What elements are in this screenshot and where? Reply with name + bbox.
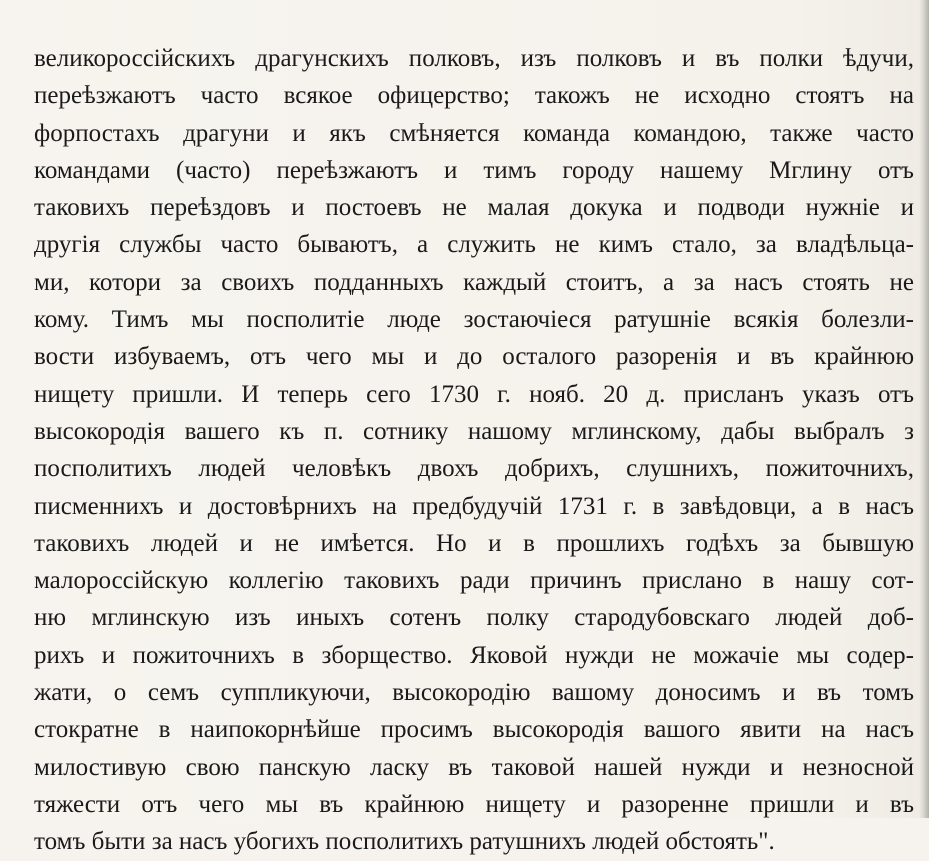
text-line-8: кому. Тимъ мы посполитіе люде зостаючіеся ратушніе всякія болезли- bbox=[34, 306, 914, 334]
text-line-17: рихъ и пожиточнихъ в зборщество. Яковой нужди не можачіе мы содер- bbox=[34, 641, 914, 669]
text-line-4: командами (часто) переѣзжаютъ и тимъ городу нашему Мглину отъ bbox=[34, 156, 914, 184]
text-line-1: великороссійскихъ драгунскихъ полковъ, изъ полковъ и въ полки ѣдучи, bbox=[34, 45, 914, 72]
text-line-13: писменнихъ и достовѣрнихъ на предбудучій 1731 г. в завѣдовци, а в насъ bbox=[34, 492, 914, 520]
text-line-5: таковихъ переѣздовъ и постоевъ не малая докука и подводи нужніе и bbox=[34, 194, 914, 222]
text-line-10: нищету пришли. И теперь сего 1730 г. нояб. 20 д. присланъ указъ отъ bbox=[34, 380, 914, 408]
text-line-15: малороссійскую коллегію таковихъ ради причинъ прислано в нашу сот- bbox=[34, 567, 914, 595]
text-line-11: высокородія вашего къ п. сотнику нашому мглинскому, дабы выбралъ з bbox=[34, 417, 914, 445]
text-line-18: жати, о семъ суппликуючи, высокородію вашому доносимъ и въ томъ bbox=[34, 679, 914, 707]
text-line-12: посполитихъ людей человѣкъ двохъ добрихъ, слушнихъ, пожиточнихъ, bbox=[34, 455, 914, 483]
text-line-6: другія службы часто бываютъ, а служить не кимъ стало, за владѣльца- bbox=[34, 231, 914, 259]
text-line-21: тяжести отъ чего мы въ крайнюю нищету и разоренне пришли и въ bbox=[34, 790, 914, 818]
document-text bbox=[34, 40, 914, 861]
text-line-19: стократне в наипокорнѣйше просимъ высокородія вашого явити на насъ bbox=[34, 716, 914, 744]
text-line-16: ню мглинскую изъ иныхъ сотенъ полку стародубовскаго людей доб- bbox=[34, 604, 914, 632]
text-line-7: ми, котори за своихъ подданныхъ каждый стоитъ, а за насъ стоять не bbox=[34, 268, 914, 296]
text-line-20: милостивую свою панскую ласку въ таковой нашей нужди и незносной bbox=[34, 753, 914, 781]
text-line-3: форпостахъ драгуни и якъ смѣняется команда командою, также часто bbox=[34, 119, 914, 147]
text-line-22: томъ быти за насъ убогихъ посполитихъ ратушнихъ людей обстоять". bbox=[34, 828, 775, 856]
text-line-14: таковихъ людей и не имѣется. Но и в прошлихъ годѣхъ за бывшую bbox=[34, 529, 914, 557]
text-line-2: переѣзжаютъ часто всякое офицерство; такожъ не исходно стоятъ на bbox=[34, 82, 914, 110]
text-line-9: вости избуваемъ, отъ чего мы и до осталого разоренія и въ крайнюю bbox=[34, 343, 914, 371]
page-edge-shadow bbox=[919, 0, 929, 818]
